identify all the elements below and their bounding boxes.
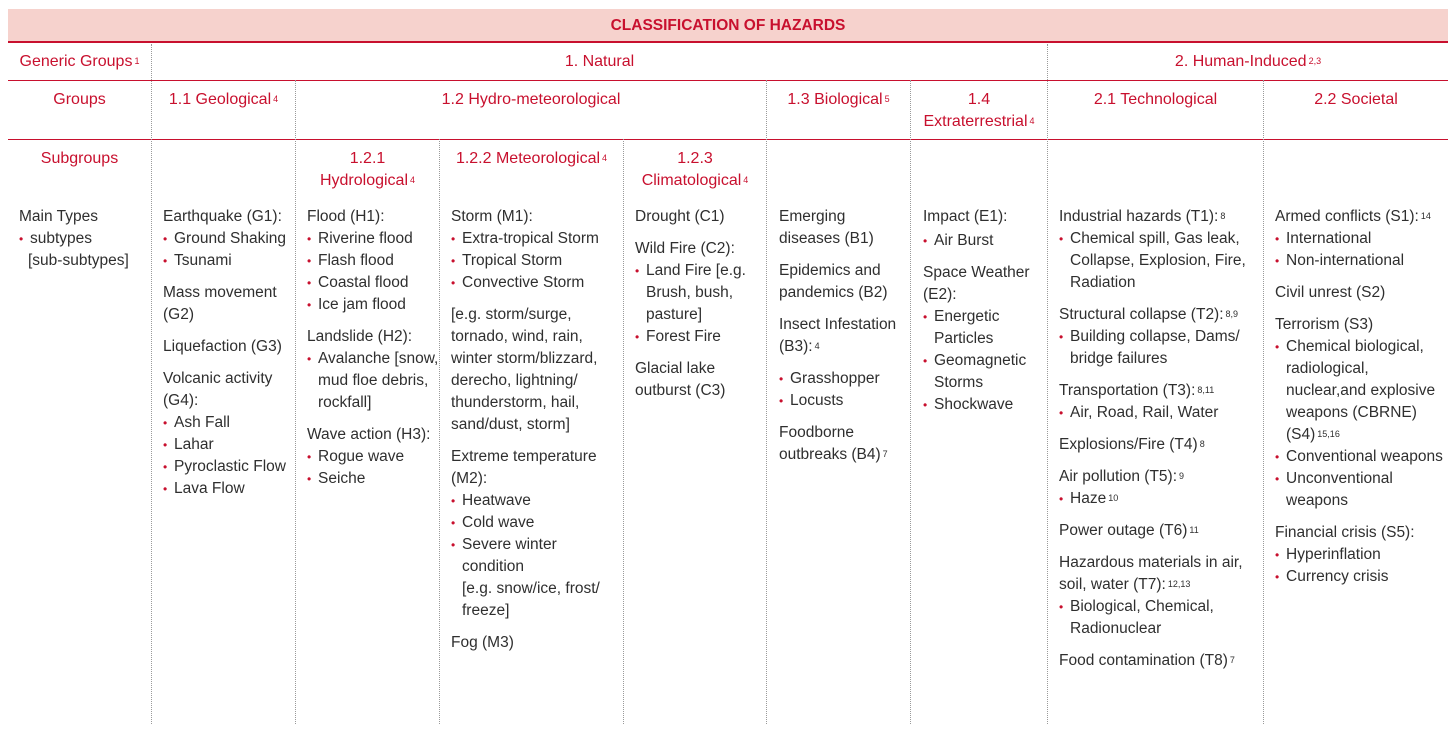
subgroup-meteorological: 1.2.2 Meteorological $^4$ bbox=[455, 150, 608, 167]
storm-examples: [e.g. storm/surge, tornado, wind, rain, winter storm/blizzard, derecho, lightning/ thunderstorm, hail, sand/dust, storm] bbox=[451, 306, 598, 433]
subtype-shockwave: • Shockwave bbox=[923, 394, 1047, 416]
subtype-heatwave: • Heatwave bbox=[451, 490, 621, 512]
natural-header: 1. Natural bbox=[564, 53, 635, 70]
subtype-locusts: • Locusts bbox=[779, 390, 909, 412]
main-type-volcanic: Volcanic activity (G4): bbox=[163, 370, 273, 409]
column-divider bbox=[151, 44, 152, 724]
subtype-lava: • Lava Flow bbox=[163, 478, 293, 500]
subtype-cold-wave: • Cold wave bbox=[451, 512, 621, 534]
subtype-hyperinflation: • Hyperinflation bbox=[1275, 544, 1448, 566]
subtype-extra-tropical: • Extra-tropical Storm bbox=[451, 228, 621, 250]
main-type-foodborne: Foodborne outbreaks (B4) $^7$ bbox=[779, 424, 888, 463]
subtype-bio-chem-radio: • Biological, Chemical, Radionuclear bbox=[1059, 596, 1261, 640]
human-induced-header: 2. Human-Induced $^{2,3}$ bbox=[1174, 53, 1322, 70]
table-title: CLASSIFICATION OF HAZARDS bbox=[8, 9, 1448, 43]
main-type-drought: Drought (C1) bbox=[635, 208, 725, 225]
main-type-wave-action: Wave action (H3): bbox=[307, 426, 431, 443]
column-divider bbox=[1047, 44, 1048, 724]
subtype-pyroclastic: • Pyroclastic Flow bbox=[163, 456, 293, 478]
subtype-air-road-rail-water: • Air, Road, Rail, Water bbox=[1059, 402, 1261, 424]
subtype-riverine: • Riverine flood bbox=[307, 228, 439, 250]
subtype-geomagnetic-storms: • Geomagnetic Storms bbox=[923, 350, 1047, 394]
main-type-flood: Flood (H1): bbox=[307, 208, 385, 225]
subgroup-climatological: 1.2.3 Climatological $^4$ bbox=[641, 150, 749, 189]
subtype-building-collapse: • Building collapse, Dams/ bridge failures bbox=[1059, 326, 1261, 370]
main-type-epidemics: Epidemics and pandemics (B2) bbox=[779, 262, 888, 301]
column-divider bbox=[439, 139, 440, 724]
climatological-column bbox=[635, 206, 765, 412]
main-type-terrorism: Terrorism (S3) bbox=[1275, 316, 1374, 333]
legend-sub-subtypes: [sub-subtypes] bbox=[28, 252, 129, 269]
subtype-currency-crisis: • Currency crisis bbox=[1275, 566, 1448, 588]
main-type-extreme-temperature: Extreme temperature (M2): bbox=[451, 448, 597, 487]
main-type-explosions-fire: Explosions/Fire (T4) $^8$ bbox=[1059, 436, 1205, 453]
column-divider bbox=[1263, 80, 1264, 724]
main-type-financial-crisis: Financial crisis (S5): bbox=[1275, 524, 1415, 541]
subtype-conventional-weapons: • Conventional weapons bbox=[1275, 446, 1448, 468]
biological-column bbox=[779, 206, 909, 476]
divider bbox=[8, 80, 1448, 81]
main-type-insect-infestation: Insect Infestation (B3): $^4$ bbox=[779, 316, 897, 355]
subtype-avalanche: • Avalanche [snow, mud floe debris, rockfall] bbox=[307, 348, 439, 414]
subtype-ground-shaking: • Ground Shaking bbox=[163, 228, 293, 250]
societal-column bbox=[1275, 206, 1448, 598]
subtype-cbrne: • Chemical biological, radiological, nuclear,and explosive weapons (CBRNE) (S4) $^{15,16}$ bbox=[1275, 336, 1448, 446]
group-geological: 1.1 Geological $^4$ bbox=[168, 91, 279, 108]
column-divider bbox=[766, 80, 767, 724]
subtype-tsunami: • Tsunami bbox=[163, 250, 293, 272]
technological-column bbox=[1059, 206, 1261, 682]
extraterrestrial-column bbox=[923, 206, 1047, 426]
divider bbox=[8, 139, 1448, 140]
groups-label: Groups bbox=[53, 91, 106, 108]
group-societal: 2.2 Societal bbox=[1314, 91, 1398, 108]
subtype-ash-fall: • Ash Fall bbox=[163, 412, 293, 434]
generic-groups-label: Generic Groups $^1$ bbox=[19, 53, 140, 70]
subtype-air-burst: • Air Burst bbox=[923, 230, 1047, 252]
subtype-land-fire: • Land Fire [e.g. Brush, bush, pasture] bbox=[635, 260, 765, 326]
subgroup-hydrological: 1.2.1 Hydrological $^4$ bbox=[319, 150, 416, 189]
legend-column bbox=[19, 206, 149, 272]
main-type-mass-movement: Mass movement (G2) bbox=[163, 284, 277, 323]
main-type-structural-collapse: Structural collapse (T2): $^{8,9}$ bbox=[1059, 306, 1239, 323]
subtype-forest-fire: • Forest Fire bbox=[635, 326, 765, 348]
main-type-storm: Storm (M1): bbox=[451, 208, 533, 225]
main-type-glacial-lake: Glacial lake outburst (C3) bbox=[635, 360, 726, 399]
subtype-seiche: • Seiche bbox=[307, 468, 439, 490]
main-type-air-pollution: Air pollution (T5): $^9$ bbox=[1059, 468, 1185, 485]
legend-subtypes: • subtypes bbox=[19, 228, 149, 250]
subtype-rogue-wave: • Rogue wave bbox=[307, 446, 439, 468]
hydrological-column bbox=[307, 206, 439, 500]
main-type-food-contamination: Food contamination (T8) $^7$ bbox=[1059, 652, 1235, 669]
subtype-grasshopper: • Grasshopper bbox=[779, 368, 909, 390]
meteorological-column bbox=[451, 206, 621, 664]
subtype-energetic-particles: • Energetic Particles bbox=[923, 306, 1047, 350]
subtype-flash: • Flash flood bbox=[307, 250, 439, 272]
subtype-convective: • Convective Storm bbox=[451, 272, 621, 294]
subtype-unconventional-weapons: • Unconventional weapons bbox=[1275, 468, 1448, 512]
main-type-transportation: Transportation (T3): $^{8,11}$ bbox=[1059, 382, 1215, 399]
main-type-landslide: Landslide (H2): bbox=[307, 328, 413, 345]
group-extraterrestrial: 1.4 Extraterrestrial $^4$ bbox=[923, 91, 1035, 130]
subtype-severe-winter: • Severe winter condition [e.g. snow/ice, frost/ freeze] bbox=[451, 534, 621, 622]
subtype-ice-jam: • Ice jam flood bbox=[307, 294, 439, 316]
subgroups-label: Subgroups bbox=[40, 150, 119, 167]
main-type-earthquake: Earthquake (G1): bbox=[163, 208, 282, 225]
main-type-emerging-diseases: Emerging diseases (B1) bbox=[779, 208, 874, 247]
main-type-impact: Impact (E1): bbox=[923, 208, 1008, 225]
main-type-power-outage: Power outage (T6) $^{11}$ bbox=[1059, 522, 1199, 539]
group-biological: 1.3 Biological $^5$ bbox=[787, 91, 890, 108]
main-type-armed-conflicts: Armed conflicts (S1): $^{14}$ bbox=[1275, 208, 1431, 225]
group-technological: 2.1 Technological bbox=[1093, 91, 1218, 108]
main-type-wildfire: Wild Fire (C2): bbox=[635, 240, 735, 257]
subtype-non-international: • Non-international bbox=[1275, 250, 1448, 272]
main-type-space-weather: Space Weather (E2): bbox=[923, 264, 1030, 303]
subtype-coastal: • Coastal flood bbox=[307, 272, 439, 294]
subtype-haze: • Haze $^{10}$ bbox=[1059, 488, 1261, 510]
column-divider bbox=[910, 80, 911, 724]
column-divider bbox=[623, 139, 624, 724]
subtype-lahar: • Lahar bbox=[163, 434, 293, 456]
main-type-industrial: Industrial hazards (T1): $^8$ bbox=[1059, 208, 1226, 225]
geological-column bbox=[163, 206, 293, 510]
main-type-civil-unrest: Civil unrest (S2) bbox=[1275, 284, 1386, 301]
group-hydromet: 1.2 Hydro-meteorological bbox=[441, 91, 621, 108]
subtype-international: • International bbox=[1275, 228, 1448, 250]
subtype-industrial-list: • Chemical spill, Gas leak, Collapse, Explosion, Fire, Radiation bbox=[1059, 228, 1261, 294]
main-type-hazardous-materials: Hazardous materials in air, soil, water (T7): $^{12,13}$ bbox=[1059, 554, 1243, 593]
main-type-liquefaction: Liquefaction (G3) bbox=[163, 338, 282, 355]
main-type-fog: Fog (M3) bbox=[451, 634, 514, 651]
subtype-tropical: • Tropical Storm bbox=[451, 250, 621, 272]
legend-main-types: Main Types bbox=[19, 208, 98, 225]
